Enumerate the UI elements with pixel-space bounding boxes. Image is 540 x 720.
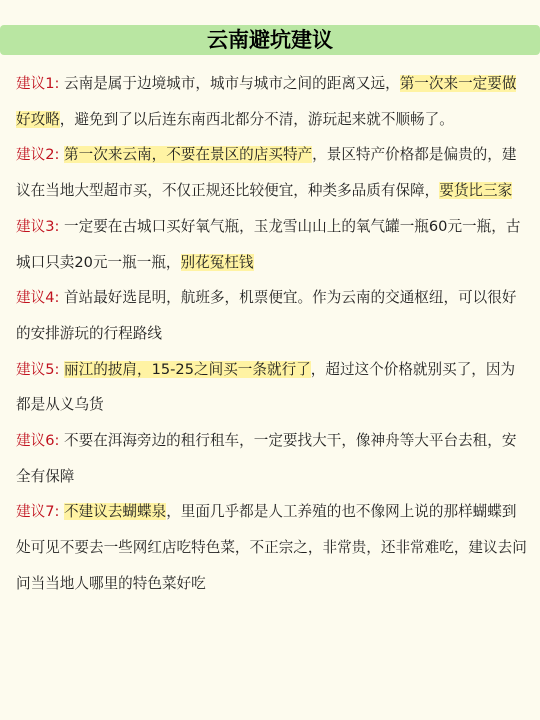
tip-1 bbox=[16, 66, 528, 137]
tip-label: 建议5: bbox=[16, 360, 60, 378]
tip-highlight: 不建议去蝴蝶泉 bbox=[64, 503, 167, 521]
tip-3 bbox=[16, 209, 528, 280]
tip-4 bbox=[16, 280, 528, 351]
tip-label: 建议2: bbox=[16, 146, 60, 164]
tips-list bbox=[16, 66, 528, 602]
tip-7 bbox=[16, 494, 528, 601]
tip-label: 建议4: bbox=[16, 289, 60, 307]
tip-highlight: 第一次来云南，不要在景区的店买特产 bbox=[64, 146, 313, 164]
tip-text: ，里面几乎都是人工养殖的也不像网上说的那样蝴蝶到处可见不要去一些网红店吃特色菜，不正宗之，非常贵，还非常难吃，建议去问问当当地人哪里的特色菜好吃 bbox=[16, 503, 527, 592]
tip-text: 一定要在古城口买好氧气瓶，玉龙雪山山上的氧气罐一瓶60元一瓶，古城口只卖20元一瓶一瓶， bbox=[16, 217, 521, 271]
tip-text: 不要在洱海旁边的租行租车，一定要找大干，像神舟等大平台去租，安全有保障 bbox=[16, 432, 517, 485]
tip-label: 建议3: bbox=[16, 217, 60, 235]
tip-text: ，超过这个价格就别买了，因为都是从义乌货 bbox=[16, 360, 516, 414]
tip-2 bbox=[16, 137, 528, 208]
tip-highlight: 要货比三家 bbox=[439, 182, 513, 200]
tip-text: ，景区特产价格都是偏贵的，建议在当地大型超市买，不仅正规还比较便宜，种类多品质有保障， bbox=[16, 146, 517, 200]
tip-text: 首站最好选昆明，航班多，机票便宜。作为云南的交通枢纽，可以很好的安排游玩的行程路线 bbox=[16, 289, 517, 342]
tip-label: 建议6: bbox=[16, 432, 60, 450]
tip-text: ，避免到了以后连东南西北都分不清，游玩起来就不顺畅了。 bbox=[59, 110, 454, 128]
tip-highlight: 丽江的披肩，15-25之间买一条就行了 bbox=[64, 360, 311, 378]
tip-label: 建议1: bbox=[16, 75, 60, 92]
tip-6 bbox=[16, 423, 528, 494]
page-title: 云南避坑建议 bbox=[207, 28, 333, 52]
tip-5 bbox=[16, 352, 528, 423]
tip-text: 云南是属于边境城市，城市与城市之间的距离又远， bbox=[59, 75, 400, 92]
tip-highlight: 别花冤枉钱 bbox=[180, 253, 254, 271]
tip-label: 建议7: bbox=[16, 503, 60, 521]
tip-highlight: 第一次来一定要做好攻略 bbox=[16, 75, 517, 128]
